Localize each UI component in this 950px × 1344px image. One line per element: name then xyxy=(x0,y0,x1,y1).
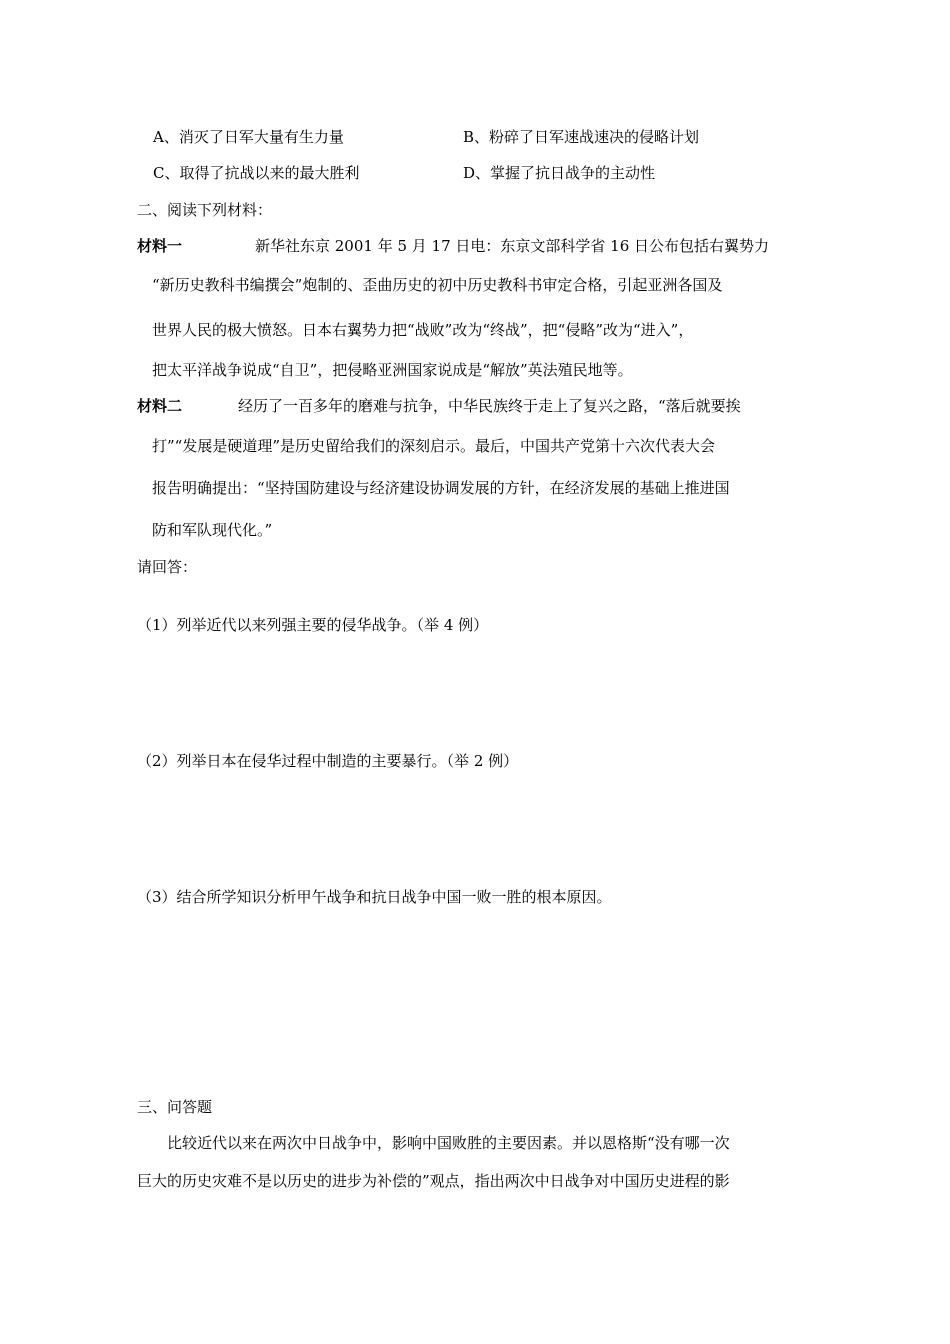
section2-heading: 二、阅读下列材料： xyxy=(137,201,273,219)
material1-line-2: “新历史教科书编撰会”炮制的、歪曲历史的初中历史教科书审定合格，引起亚洲各国及 xyxy=(152,276,723,294)
option-d: D、掌握了抗日战争的主动性 xyxy=(463,164,656,182)
section3-line-2: 巨大的历史灾难不是以历史的进步为补偿的”观点，指出两次中日战争对中国历史进程的影 xyxy=(137,1172,730,1190)
section3-line-1: 比较近代以来在两次中日战争中，影响中国败胜的主要因素。并以恩格斯“没有哪一次 xyxy=(167,1134,730,1152)
material2-line-2: 打”“发展是硬道理”是历史留给我们的深刻启示。最后，中国共产党第十六次代表大会 xyxy=(152,437,716,455)
material2-line-3: 报告明确提出：“坚持国防建设与经济建设协调发展的方针，在经济发展的基础上推进国 xyxy=(152,479,730,497)
material2-label: 材料二 xyxy=(137,397,183,415)
question-3: （3）结合所学知识分析甲午战争和抗日战争中国一败一胜的根本原因。 xyxy=(137,888,612,906)
material1-label: 材料一 xyxy=(137,237,183,255)
option-c: C、取得了抗战以来的最大胜利 xyxy=(153,164,360,182)
material1-line-4: 把太平洋战争说成“自卫”，把侵略亚洲国家说成是“解放”英法殖民地等。 xyxy=(152,361,633,379)
material2-line-4: 防和军队现代化。” xyxy=(152,521,273,539)
option-a: A、消灭了日军大量有生力量 xyxy=(153,128,344,146)
answer-prompt: 请回答： xyxy=(137,558,198,576)
question-1: （1）列举近代以来列强主要的侵华战争。（举 4 例） xyxy=(137,616,489,634)
material1-line-3: 世界人民的极大愤怒。日本右翼势力把“战败”改为“终战”，把“侵略”改为“进入”， xyxy=(152,321,694,339)
question-2: （2）列举日本在侵华过程中制造的主要暴行。（举 2 例） xyxy=(137,752,519,770)
material2-line-1: 经历了一百多年的磨难与抗争，中华民族终于走上了复兴之路，“落后就要挨 xyxy=(238,397,741,415)
section3-heading: 三、问答题 xyxy=(137,1098,213,1116)
material1-line-1: 新华社东京 2001 年 5 月 17 日电：东京文部科学省 16 日公布包括右翼势力 xyxy=(255,237,770,255)
option-b: B、粉碎了日军速战速决的侵略计划 xyxy=(463,128,700,146)
